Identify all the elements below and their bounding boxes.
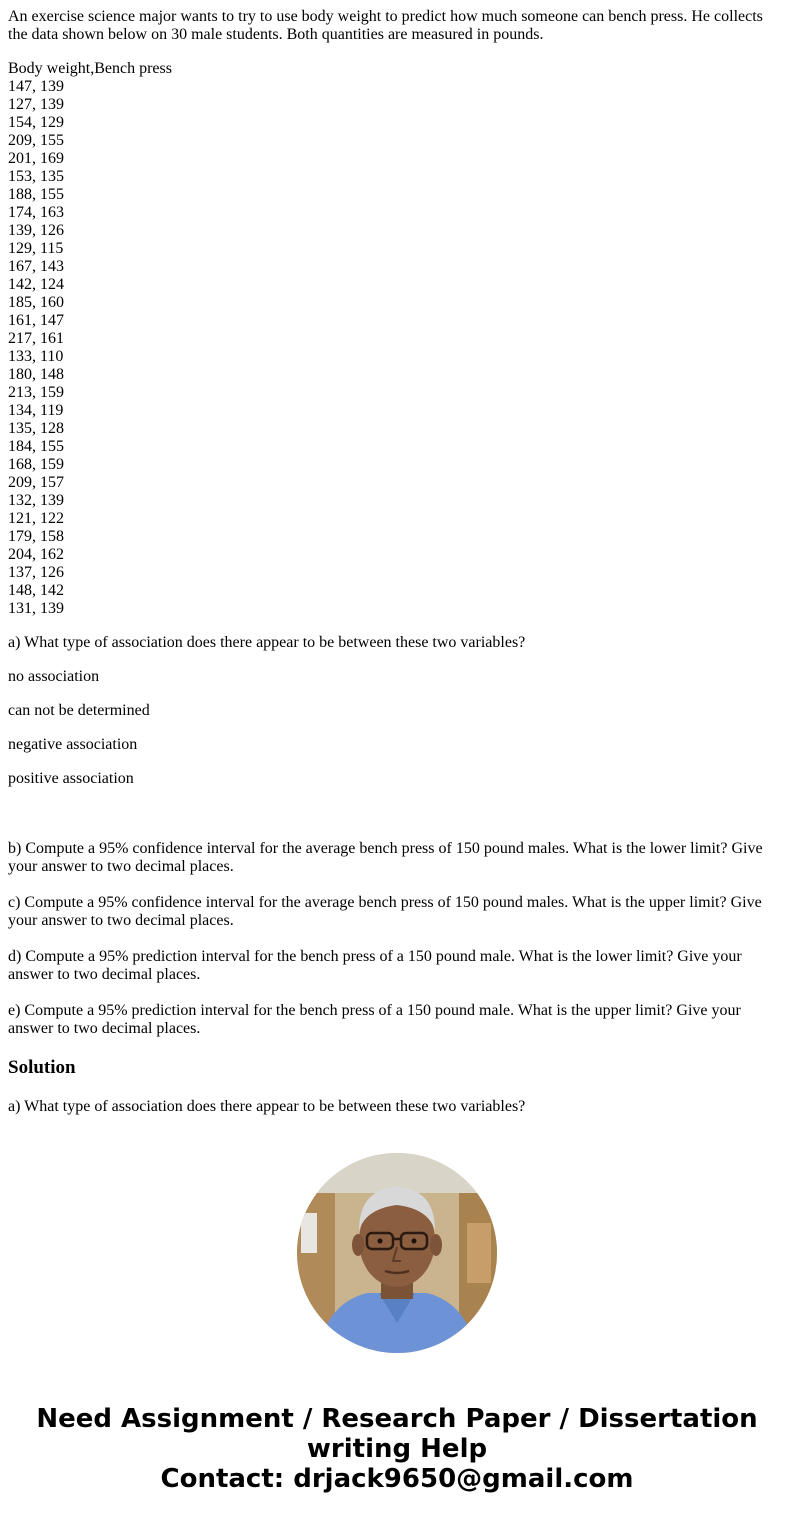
- answer-option: can not be determined: [8, 702, 150, 719]
- promo-contact: Contact: drjack9650@gmail.com: [160, 1464, 634, 1494]
- data-listing: [8, 60, 778, 618]
- data-row: 133, 110: [8, 348, 64, 365]
- data-row: 147, 139: [8, 78, 64, 95]
- data-row: 201, 169: [8, 150, 64, 167]
- data-row: 209, 155: [8, 132, 64, 149]
- data-row: 139, 126: [8, 222, 64, 239]
- data-header: Body weight,Bench press: [8, 60, 172, 77]
- question-c: c) Compute a 95% confidence interval for the average bench press of 150 pound males. What is the upper limit? Give your answer to two decimal places.: [8, 894, 762, 929]
- question-a: a) What type of association does there appear to be between these two variables?: [8, 634, 526, 651]
- problem-intro: An exercise science major wants to try to use body weight to predict how much someone can bench press. He collects the data shown below on 30 male students. Both quantities are measured in pounds.: [8, 8, 763, 43]
- data-row: 185, 160: [8, 294, 64, 311]
- data-row: 154, 129: [8, 114, 64, 131]
- data-row: 184, 155: [8, 438, 64, 455]
- data-row: 161, 147: [8, 312, 64, 329]
- author-avatar: [297, 1153, 497, 1353]
- answer-option: no association: [8, 668, 100, 685]
- data-row: 213, 159: [8, 384, 64, 401]
- data-row: 131, 139: [8, 600, 64, 617]
- data-row: 204, 162: [8, 546, 64, 563]
- data-row: 127, 139: [8, 96, 64, 113]
- data-row: 121, 122: [8, 510, 64, 527]
- data-row: 148, 142: [8, 582, 64, 599]
- data-row: 188, 155: [8, 186, 64, 203]
- question-b: b) Compute a 95% confidence interval for the average bench press of 150 pound males. What is the lower limit? Give your answer to two decimal places.: [8, 840, 763, 875]
- data-row: 174, 163: [8, 204, 64, 221]
- data-row: 134, 119: [8, 402, 64, 419]
- data-row: 153, 135: [8, 168, 64, 185]
- data-row: 142, 124: [8, 276, 64, 293]
- promo-banner: [0, 1404, 794, 1494]
- question-d: d) Compute a 95% prediction interval for the bench press of a 150 pound male. What is the lower limit? Give your answer to two decimal places.: [8, 948, 742, 983]
- data-row: 180, 148: [8, 366, 64, 383]
- promo-line-2: writing Help: [306, 1434, 488, 1464]
- data-row: 135, 128: [8, 420, 64, 437]
- solution-question-a: a) What type of association does there appear to be between these two variables?: [8, 1098, 526, 1115]
- data-row: 132, 139: [8, 492, 64, 509]
- solution-heading: Solution: [8, 1057, 76, 1078]
- data-row: 179, 158: [8, 528, 64, 545]
- question-e: e) Compute a 95% prediction interval for the bench press of a 150 pound male. What is the upper limit? Give your answer to two decimal places.: [8, 1002, 741, 1037]
- data-row: 168, 159: [8, 456, 64, 473]
- data-row: 137, 126: [8, 564, 64, 581]
- data-row: 129, 115: [8, 240, 64, 257]
- answer-option: positive association: [8, 770, 134, 787]
- promo-line-1: Need Assignment / Research Paper / Dissertation: [36, 1404, 758, 1434]
- answer-option: negative association: [8, 736, 138, 753]
- data-row: 217, 161: [8, 330, 64, 347]
- data-row: 167, 143: [8, 258, 64, 275]
- data-row: 209, 157: [8, 474, 64, 491]
